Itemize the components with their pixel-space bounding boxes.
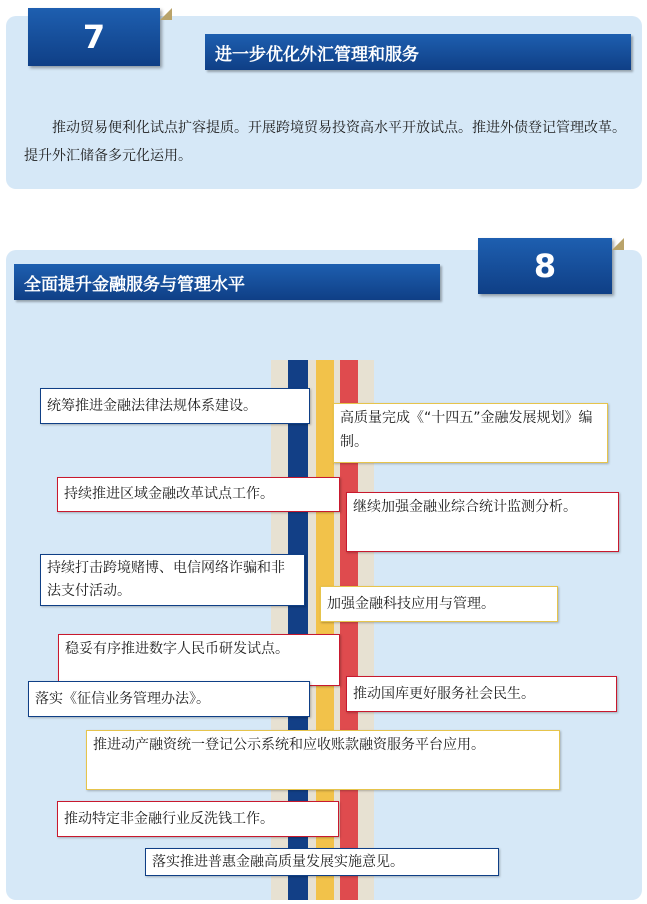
item-box: 落实推进普惠金融高质量发展实施意见。	[145, 848, 499, 876]
item-box: 持续打击跨境赌博、电信网络诈骗和非法支付活动。	[40, 554, 305, 606]
section-7-title: 进一步优化外汇管理和服务	[205, 34, 631, 70]
badge-fold-corner	[160, 8, 172, 20]
item-box: 落实《征信业务管理办法》。	[28, 681, 310, 717]
section-7-number-badge	[28, 8, 160, 66]
item-box: 持续推进区域金融改革试点工作。	[57, 477, 340, 512]
section-8-number-badge	[478, 238, 612, 294]
item-box: 继续加强金融业综合统计监测分析。	[346, 492, 619, 552]
section-7-number: 7	[82, 18, 106, 56]
badge-fold-corner	[612, 238, 624, 250]
section-8-title: 全面提升金融服务与管理水平	[14, 264, 440, 300]
item-box: 统筹推进金融法律法规体系建设。	[40, 388, 310, 424]
item-box: 稳妥有序推进数字人民币研发试点。	[58, 634, 340, 686]
item-box: 推动特定非金融行业反洗钱工作。	[57, 801, 339, 837]
section-7-paragraph: 推动贸易便利化试点扩容提质。开展跨境贸易投资高水平开放试点。推进外债登记管理改革。提升外汇储备多元化运用。	[24, 120, 626, 164]
item-box: 推进动产融资统一登记公示系统和应收账款融资服务平台应用。	[86, 730, 560, 790]
section-8-number: 8	[533, 247, 557, 285]
item-box: 高质量完成《“十四五”金融发展规划》编制。	[333, 403, 608, 463]
item-box: 加强金融科技应用与管理。	[320, 586, 558, 622]
item-box: 推动国库更好服务社会民生。	[346, 676, 617, 712]
